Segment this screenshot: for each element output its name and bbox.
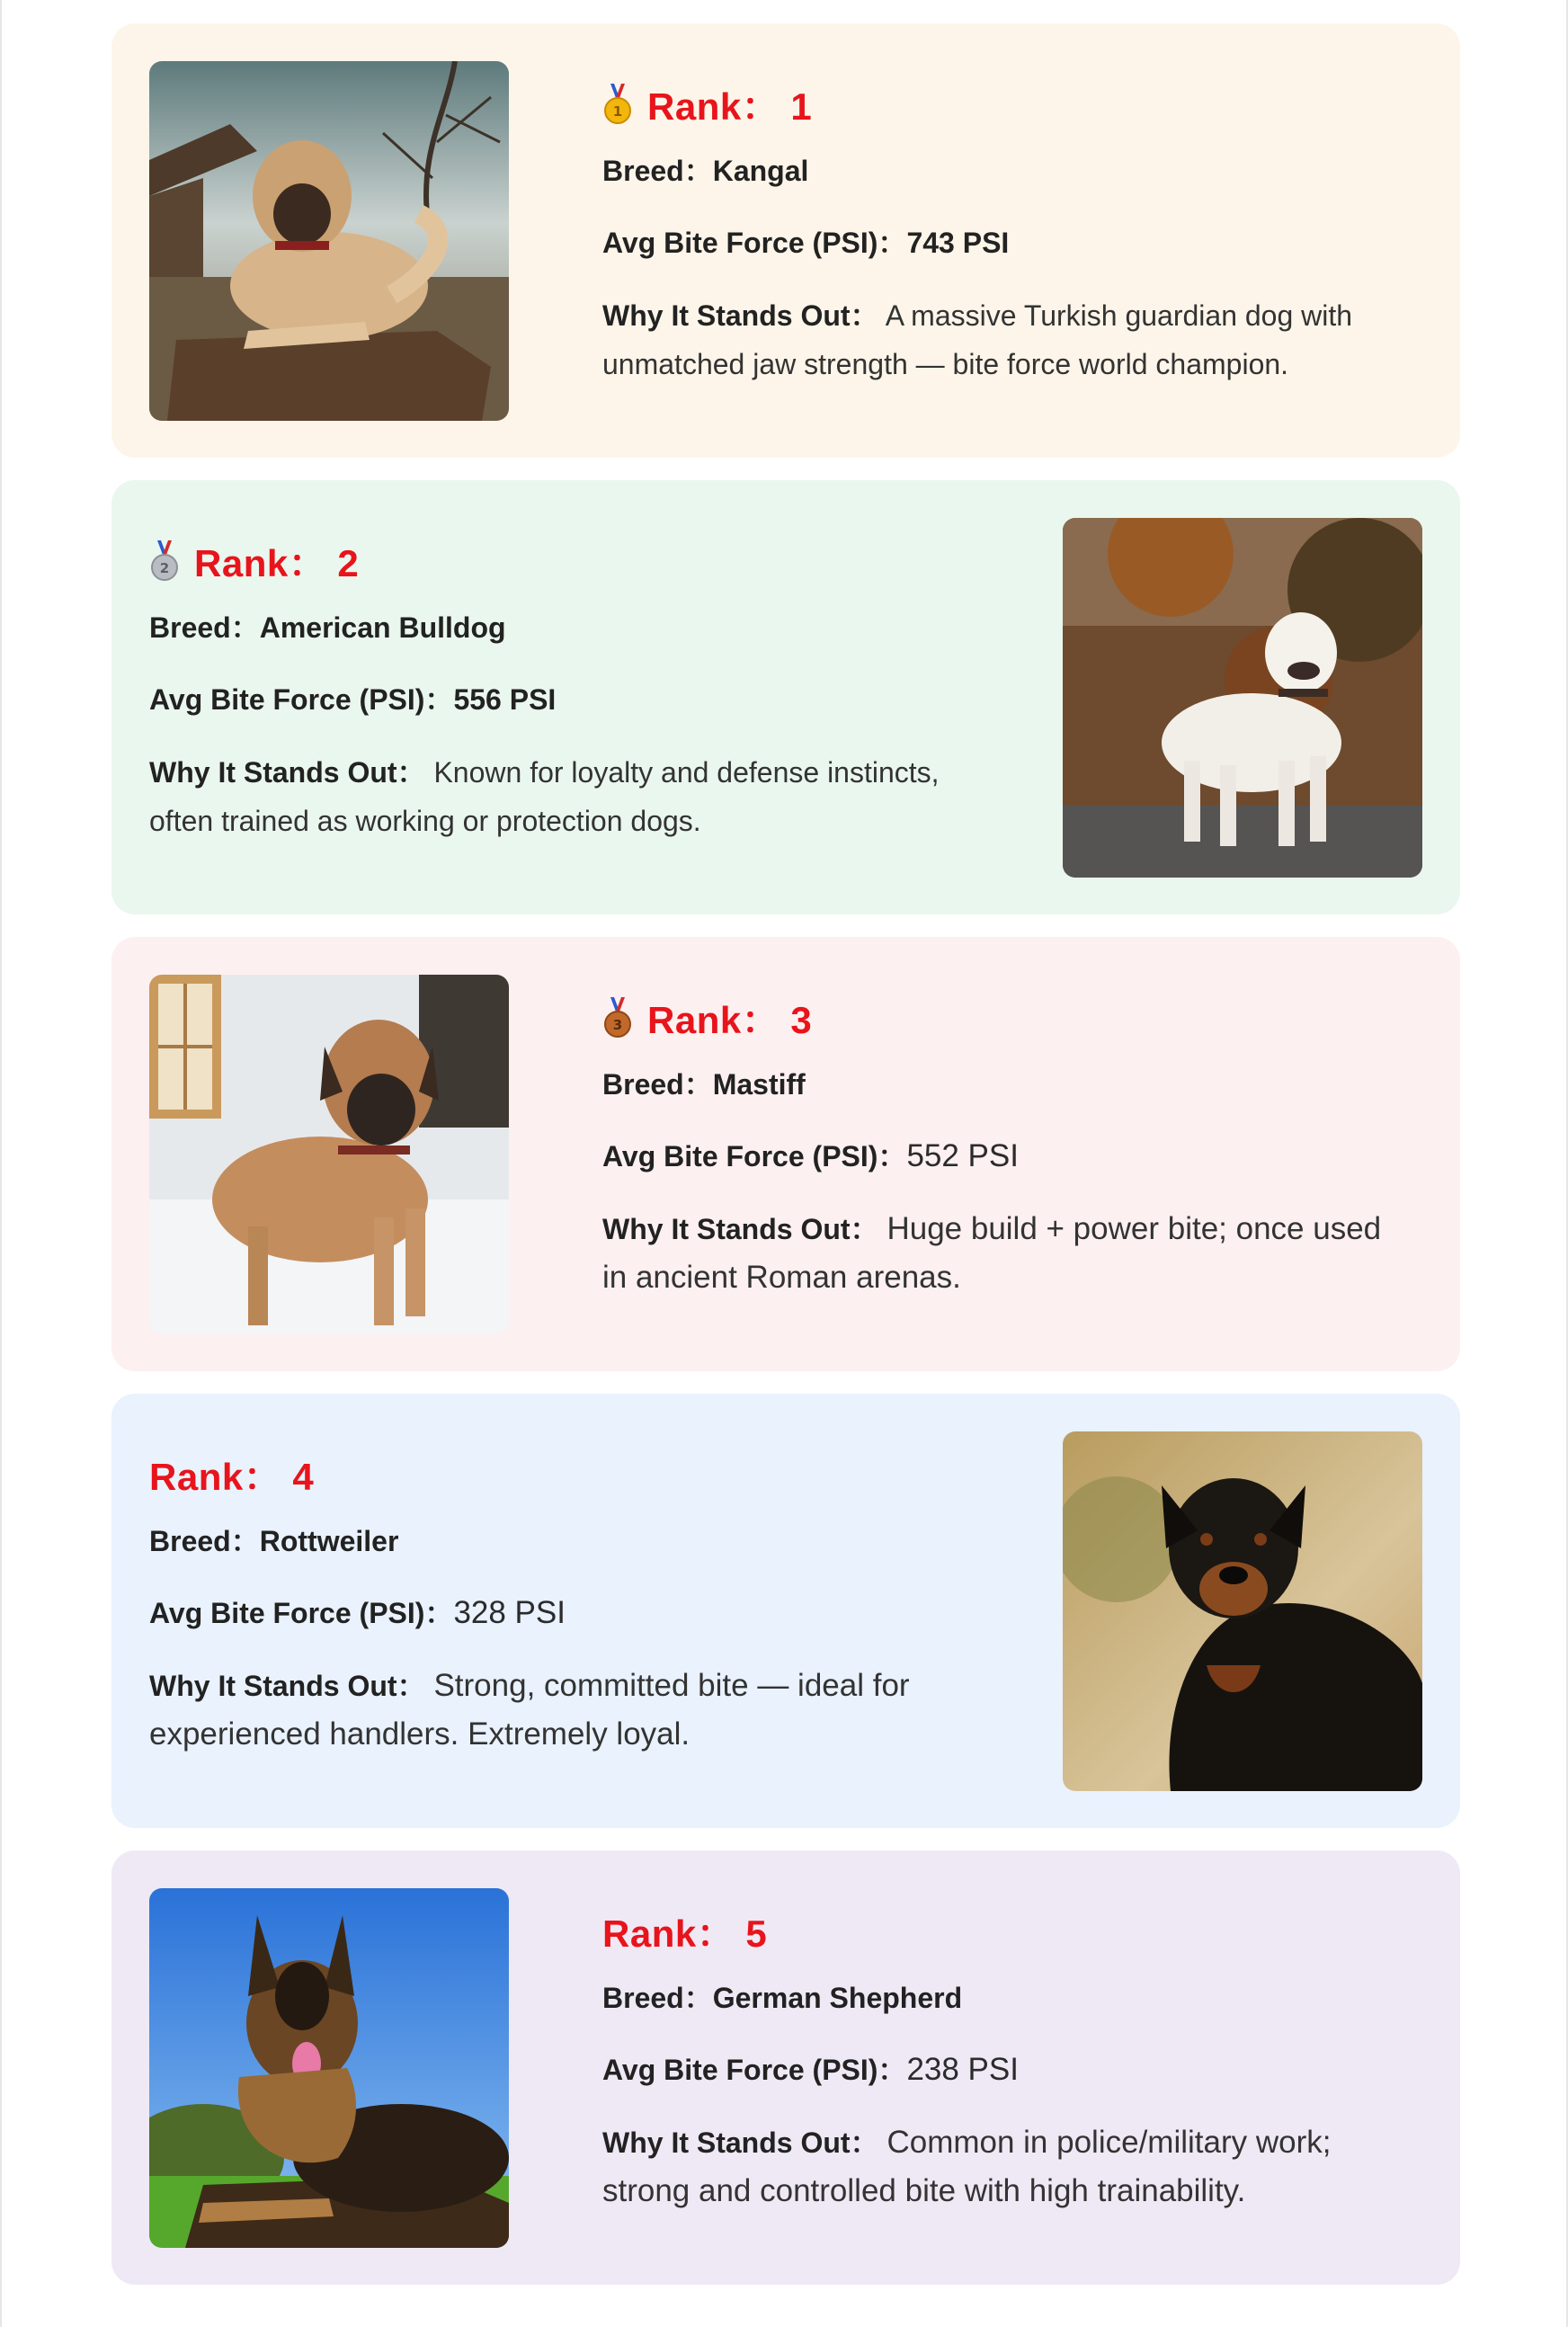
breed-row: Breed：American Bulldog [149, 611, 506, 644]
bronze-medal-icon [602, 997, 633, 1039]
rank-title: Rank： 5 [602, 1912, 768, 1955]
mastiff-photo [149, 975, 509, 1334]
why-row: Why It Stands Out： A massive Turkish guardian dog with unmatched jaw strength — bite force world champion. [602, 299, 1353, 380]
rank-title: Rank： 1 [647, 85, 813, 128]
card-content [149, 536, 958, 845]
card-content [602, 1906, 1412, 2216]
card-content [602, 79, 1412, 388]
bite-force-row: Avg Bite Force (PSI)：552 PSI [602, 1138, 1019, 1173]
breed-value: Kangal [712, 155, 809, 187]
bite-force-row: Avg Bite Force (PSI)：328 PSI [149, 1595, 566, 1630]
bite-force-value: 328 PSI [453, 1595, 566, 1630]
rank-title: Rank： 4 [149, 1456, 315, 1498]
rank-card-2 [111, 480, 1460, 914]
why-value: Huge build + power bite; once used in ancient Roman arenas. [602, 1211, 1382, 1295]
breed-value: German Shepherd [712, 1982, 963, 2014]
rank-title: Rank： 3 [647, 999, 813, 1041]
breed-row: Breed：Rottweiler [149, 1525, 399, 1557]
card-content [602, 993, 1412, 1302]
svg-text:1: 1 [612, 103, 623, 120]
rank-card-1 [111, 23, 1460, 458]
silver-medal-icon [149, 540, 180, 582]
svg-text:3: 3 [612, 1017, 623, 1033]
gold-medal-icon [602, 84, 633, 125]
why-value: Known for loyalty and defense instincts, often trained as working or protection dogs. [149, 756, 940, 837]
rank-card-5 [111, 1850, 1460, 2285]
breed-value: Rottweiler [259, 1525, 399, 1557]
rank-card-3 [111, 937, 1460, 1371]
bite-force-value: 552 PSI [906, 1138, 1019, 1173]
svg-text:2: 2 [159, 560, 170, 576]
breed-value: American Bulldog [259, 611, 506, 644]
bite-force-row: Avg Bite Force (PSI)：556 PSI [149, 683, 557, 716]
why-row: Why It Stands Out： Common in police/military work; strong and controlled bite with high trainability. [602, 2125, 1332, 2208]
breed-row: Breed：Kangal [602, 155, 809, 187]
bite-force-row: Avg Bite Force (PSI)：743 PSI [602, 227, 1010, 259]
bite-force-value: 743 PSI [906, 227, 1010, 259]
bite-force-value: 238 PSI [906, 2052, 1019, 2087]
rank-title: Rank： 2 [194, 542, 360, 584]
rank-card-4 [111, 1394, 1460, 1828]
american-bulldog-photo [1063, 518, 1422, 878]
bite-force-row: Avg Bite Force (PSI)：238 PSI [602, 2052, 1019, 2087]
why-value: Common in police/military work; strong and controlled bite with high trainability. [602, 2125, 1332, 2208]
bite-force-value: 556 PSI [453, 683, 557, 716]
why-row: Why It Stands Out： Known for loyalty and defense instincts, often trained as working or protection dogs. [149, 756, 940, 837]
german-shepherd-photo [149, 1888, 509, 2248]
rottweiler-photo [1063, 1431, 1422, 1791]
why-row: Why It Stands Out： Huge build + power bite; once used in ancient Roman arenas. [602, 1211, 1382, 1295]
why-value: A massive Turkish guardian dog with unmatched jaw strength — bite force world champion. [602, 299, 1353, 380]
breed-value: Mastiff [712, 1068, 806, 1101]
breed-row: Breed：Mastiff [602, 1068, 806, 1101]
kangal-dog-photo [149, 61, 509, 421]
breed-row: Breed：German Shepherd [602, 1982, 963, 2014]
card-content [149, 1449, 958, 1759]
why-row: Why It Stands Out： Strong, committed bite — ideal for experienced handlers. Extremely loyal. [149, 1668, 910, 1752]
why-value: Strong, committed bite — ideal for experienced handlers. Extremely loyal. [149, 1668, 910, 1752]
